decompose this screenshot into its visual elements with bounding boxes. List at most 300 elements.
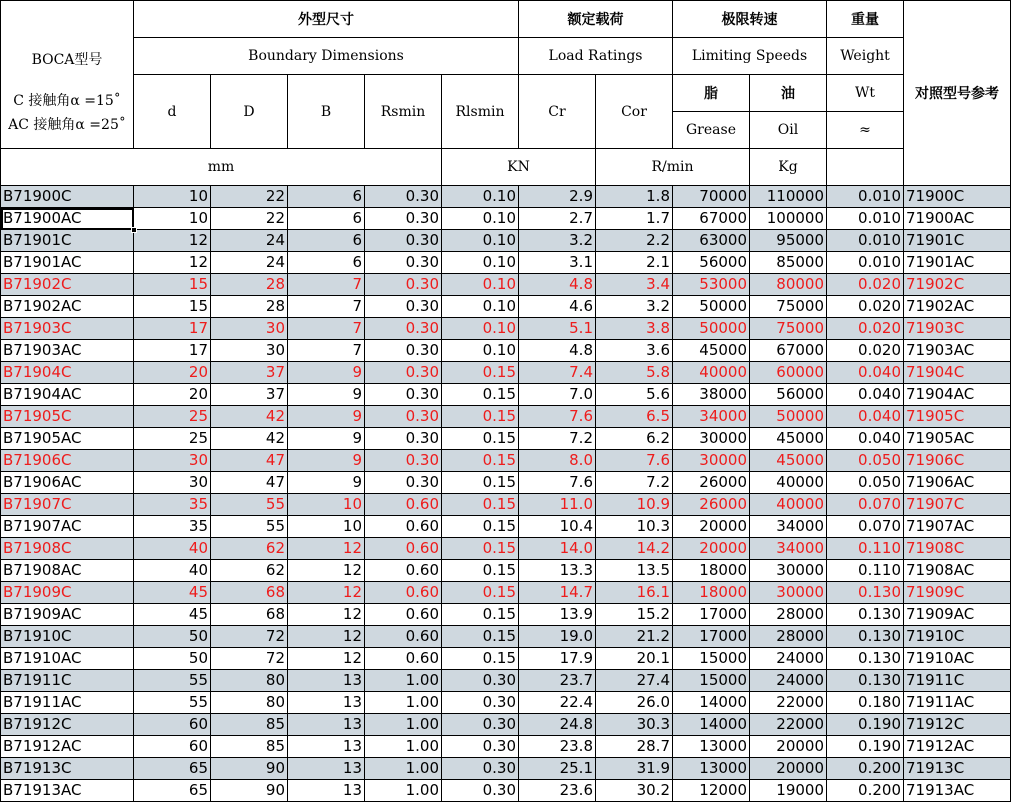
cell-model[interactable]: B71905AC bbox=[1, 428, 134, 450]
cell-cor[interactable]: 27.4 bbox=[596, 670, 673, 692]
cell-oil-speed[interactable]: 100000 bbox=[750, 208, 827, 230]
cell-grease-speed[interactable]: 18000 bbox=[673, 560, 750, 582]
cell-b[interactable]: 12 bbox=[288, 604, 365, 626]
cell-rlsmin[interactable]: 0.15 bbox=[442, 494, 519, 516]
cell-reference[interactable]: 71906C bbox=[904, 450, 1011, 472]
cell-rlsmin[interactable]: 0.10 bbox=[442, 318, 519, 340]
cell-model[interactable]: B71912C bbox=[1, 714, 134, 736]
cell-rlsmin[interactable]: 0.30 bbox=[442, 780, 519, 802]
cell-d[interactable]: 50 bbox=[134, 626, 211, 648]
cell-cr[interactable]: 25.1 bbox=[519, 758, 596, 780]
cell-rlsmin[interactable]: 0.30 bbox=[442, 758, 519, 780]
cell-b[interactable]: 13 bbox=[288, 780, 365, 802]
cell-cor[interactable]: 10.9 bbox=[596, 494, 673, 516]
cell-rsmin[interactable]: 0.60 bbox=[365, 582, 442, 604]
cell-model[interactable]: B71909AC bbox=[1, 604, 134, 626]
cell-cr[interactable]: 7.2 bbox=[519, 428, 596, 450]
cell-d[interactable]: 55 bbox=[134, 692, 211, 714]
cell-rsmin[interactable]: 0.60 bbox=[365, 626, 442, 648]
cell-d[interactable]: 60 bbox=[134, 714, 211, 736]
cell-outer-d[interactable]: 62 bbox=[211, 538, 288, 560]
cell-rlsmin[interactable]: 0.15 bbox=[442, 406, 519, 428]
cell-rsmin[interactable]: 0.30 bbox=[365, 296, 442, 318]
cell-rsmin[interactable]: 0.30 bbox=[365, 362, 442, 384]
cell-model[interactable]: B71909C bbox=[1, 582, 134, 604]
cell-grease-speed[interactable]: 26000 bbox=[673, 472, 750, 494]
cell-cr[interactable]: 19.0 bbox=[519, 626, 596, 648]
cell-rlsmin[interactable]: 0.30 bbox=[442, 670, 519, 692]
cell-outer-d[interactable]: 30 bbox=[211, 318, 288, 340]
cell-cor[interactable]: 3.2 bbox=[596, 296, 673, 318]
cell-outer-d[interactable]: 24 bbox=[211, 230, 288, 252]
load-en-header[interactable]: Load Ratings bbox=[519, 38, 673, 75]
cell-reference[interactable]: 71912AC bbox=[904, 736, 1011, 758]
cell-model[interactable]: B71904AC bbox=[1, 384, 134, 406]
cell-outer-d[interactable]: 62 bbox=[211, 560, 288, 582]
cell-d[interactable]: 10 bbox=[134, 186, 211, 208]
cell-grease-speed[interactable]: 50000 bbox=[673, 296, 750, 318]
cell-oil-speed[interactable]: 20000 bbox=[750, 758, 827, 780]
cell-rsmin[interactable]: 0.30 bbox=[365, 384, 442, 406]
cell-d[interactable]: 10 bbox=[134, 208, 211, 230]
cell-weight[interactable]: 0.070 bbox=[827, 516, 904, 538]
cell-reference[interactable]: 71902C bbox=[904, 274, 1011, 296]
cell-d[interactable]: 17 bbox=[134, 340, 211, 362]
cell-weight[interactable]: 0.200 bbox=[827, 758, 904, 780]
cell-d[interactable]: 55 bbox=[134, 670, 211, 692]
cell-outer-d[interactable]: 24 bbox=[211, 252, 288, 274]
cell-d[interactable]: 60 bbox=[134, 736, 211, 758]
model-header-cell[interactable] bbox=[1, 1, 134, 149]
cell-b[interactable]: 10 bbox=[288, 516, 365, 538]
cell-weight[interactable]: 0.070 bbox=[827, 494, 904, 516]
cell-cr[interactable]: 5.1 bbox=[519, 318, 596, 340]
cell-cor[interactable]: 7.6 bbox=[596, 450, 673, 472]
cell-cr[interactable]: 7.6 bbox=[519, 406, 596, 428]
cell-reference[interactable]: 71901C bbox=[904, 230, 1011, 252]
cell-d[interactable]: 35 bbox=[134, 516, 211, 538]
cell-outer-d[interactable]: 28 bbox=[211, 274, 288, 296]
cell-weight[interactable]: 0.020 bbox=[827, 318, 904, 340]
cell-grease-speed[interactable]: 18000 bbox=[673, 582, 750, 604]
cell-weight[interactable]: 0.110 bbox=[827, 560, 904, 582]
cell-reference[interactable]: 71909C bbox=[904, 582, 1011, 604]
cell-rlsmin[interactable]: 0.15 bbox=[442, 428, 519, 450]
cell-cor[interactable]: 5.6 bbox=[596, 384, 673, 406]
cell-weight[interactable]: 0.190 bbox=[827, 714, 904, 736]
cell-model[interactable]: B71906AC bbox=[1, 472, 134, 494]
cell-cr[interactable]: 14.7 bbox=[519, 582, 596, 604]
cell-cr[interactable]: 17.9 bbox=[519, 648, 596, 670]
cell-weight[interactable]: 0.130 bbox=[827, 626, 904, 648]
cell-rlsmin[interactable]: 0.30 bbox=[442, 736, 519, 758]
cell-outer-d[interactable]: 47 bbox=[211, 450, 288, 472]
cell-rlsmin[interactable]: 0.10 bbox=[442, 186, 519, 208]
cell-grease-speed[interactable]: 12000 bbox=[673, 780, 750, 802]
cell-model[interactable]: B71912AC bbox=[1, 736, 134, 758]
unit-mm[interactable]: mm bbox=[1, 149, 442, 186]
cell-reference[interactable]: 71905AC bbox=[904, 428, 1011, 450]
cell-oil-speed[interactable]: 24000 bbox=[750, 648, 827, 670]
cell-grease-speed[interactable]: 70000 bbox=[673, 186, 750, 208]
cell-rlsmin[interactable]: 0.15 bbox=[442, 450, 519, 472]
cell-oil-speed[interactable]: 40000 bbox=[750, 494, 827, 516]
load-zh-header[interactable]: 额定载荷 bbox=[519, 1, 673, 38]
cell-grease-speed[interactable]: 34000 bbox=[673, 406, 750, 428]
cell-oil-speed[interactable]: 24000 bbox=[750, 670, 827, 692]
cell-cor[interactable]: 28.7 bbox=[596, 736, 673, 758]
cell-outer-d[interactable]: 90 bbox=[211, 758, 288, 780]
cell-d[interactable]: 20 bbox=[134, 384, 211, 406]
col-header-rlsmin[interactable]: Rlsmin bbox=[442, 75, 519, 149]
cell-model[interactable]: B71903AC bbox=[1, 340, 134, 362]
cell-rlsmin[interactable]: 0.15 bbox=[442, 648, 519, 670]
cell-rlsmin[interactable]: 0.15 bbox=[442, 604, 519, 626]
cell-cr[interactable]: 7.0 bbox=[519, 384, 596, 406]
cell-d[interactable]: 30 bbox=[134, 472, 211, 494]
cell-b[interactable]: 12 bbox=[288, 648, 365, 670]
cell-rsmin[interactable]: 0.30 bbox=[365, 472, 442, 494]
cell-outer-d[interactable]: 37 bbox=[211, 362, 288, 384]
cell-rlsmin[interactable]: 0.30 bbox=[442, 692, 519, 714]
cell-model[interactable]: B71911C bbox=[1, 670, 134, 692]
speed-en-header[interactable]: Limiting Speeds bbox=[673, 38, 827, 75]
cell-model[interactable]: B71907AC bbox=[1, 516, 134, 538]
cell-grease-speed[interactable]: 56000 bbox=[673, 252, 750, 274]
cell-rlsmin[interactable]: 0.15 bbox=[442, 582, 519, 604]
cell-cor[interactable]: 31.9 bbox=[596, 758, 673, 780]
cell-b[interactable]: 12 bbox=[288, 538, 365, 560]
cell-grease-speed[interactable]: 14000 bbox=[673, 714, 750, 736]
cell-reference[interactable]: 71900AC bbox=[904, 208, 1011, 230]
cell-cr[interactable]: 3.2 bbox=[519, 230, 596, 252]
col-header-cor[interactable]: Cor bbox=[596, 75, 673, 149]
cell-reference[interactable]: 71910AC bbox=[904, 648, 1011, 670]
col-header-rsmin[interactable]: Rsmin bbox=[365, 75, 442, 149]
cell-rsmin[interactable]: 0.60 bbox=[365, 560, 442, 582]
unit-kn[interactable]: KN bbox=[442, 149, 596, 186]
cell-weight[interactable]: 0.130 bbox=[827, 670, 904, 692]
cell-cor[interactable]: 30.2 bbox=[596, 780, 673, 802]
cell-outer-d[interactable]: 85 bbox=[211, 736, 288, 758]
cell-weight[interactable]: 0.040 bbox=[827, 428, 904, 450]
cell-rsmin[interactable]: 0.30 bbox=[365, 340, 442, 362]
cell-cor[interactable]: 6.2 bbox=[596, 428, 673, 450]
cell-model[interactable]: B71905C bbox=[1, 406, 134, 428]
cell-weight[interactable]: 0.040 bbox=[827, 384, 904, 406]
cell-model[interactable]: B71910C bbox=[1, 626, 134, 648]
cell-outer-d[interactable]: 47 bbox=[211, 472, 288, 494]
cell-reference[interactable]: 71913AC bbox=[904, 780, 1011, 802]
cell-b[interactable]: 13 bbox=[288, 692, 365, 714]
cell-model[interactable]: B71910AC bbox=[1, 648, 134, 670]
cell-grease-speed[interactable]: 30000 bbox=[673, 428, 750, 450]
cell-d[interactable]: 45 bbox=[134, 604, 211, 626]
cell-weight[interactable]: 0.020 bbox=[827, 274, 904, 296]
cell-rsmin[interactable]: 0.30 bbox=[365, 406, 442, 428]
cell-rsmin[interactable]: 0.30 bbox=[365, 208, 442, 230]
cell-b[interactable]: 9 bbox=[288, 384, 365, 406]
cell-rsmin[interactable]: 0.60 bbox=[365, 648, 442, 670]
cell-b[interactable]: 7 bbox=[288, 318, 365, 340]
cell-reference[interactable]: 71902AC bbox=[904, 296, 1011, 318]
cell-model[interactable]: B71908AC bbox=[1, 560, 134, 582]
cell-reference[interactable]: 71907AC bbox=[904, 516, 1011, 538]
cell-weight[interactable]: 0.010 bbox=[827, 230, 904, 252]
unit-kg[interactable]: Kg bbox=[750, 149, 827, 186]
cell-cor[interactable]: 5.8 bbox=[596, 362, 673, 384]
col-header-d[interactable]: d bbox=[134, 75, 211, 149]
cell-weight[interactable]: 0.040 bbox=[827, 362, 904, 384]
cell-oil-speed[interactable]: 20000 bbox=[750, 736, 827, 758]
cell-reference[interactable]: 71911AC bbox=[904, 692, 1011, 714]
cell-rlsmin[interactable]: 0.15 bbox=[442, 472, 519, 494]
cell-weight[interactable]: 0.200 bbox=[827, 780, 904, 802]
cell-d[interactable]: 15 bbox=[134, 274, 211, 296]
cell-oil-speed[interactable]: 60000 bbox=[750, 362, 827, 384]
cell-cr[interactable]: 7.4 bbox=[519, 362, 596, 384]
cell-rlsmin[interactable]: 0.15 bbox=[442, 516, 519, 538]
cell-cr[interactable]: 11.0 bbox=[519, 494, 596, 516]
cell-oil-speed[interactable]: 34000 bbox=[750, 516, 827, 538]
cell-reference[interactable]: 71911C bbox=[904, 670, 1011, 692]
cell-cr[interactable]: 13.3 bbox=[519, 560, 596, 582]
cell-cr[interactable]: 8.0 bbox=[519, 450, 596, 472]
cell-b[interactable]: 9 bbox=[288, 450, 365, 472]
cell-outer-d[interactable]: 42 bbox=[211, 406, 288, 428]
cell-reference[interactable]: 71905C bbox=[904, 406, 1011, 428]
cell-rlsmin[interactable]: 0.10 bbox=[442, 230, 519, 252]
cell-cr[interactable]: 7.6 bbox=[519, 472, 596, 494]
cell-outer-d[interactable]: 30 bbox=[211, 340, 288, 362]
cell-weight[interactable]: 0.010 bbox=[827, 252, 904, 274]
cell-cr[interactable]: 10.4 bbox=[519, 516, 596, 538]
weight-zh-header[interactable]: 重量 bbox=[827, 1, 904, 38]
cell-rsmin[interactable]: 1.00 bbox=[365, 758, 442, 780]
cell-cor[interactable]: 26.0 bbox=[596, 692, 673, 714]
cell-outer-d[interactable]: 68 bbox=[211, 582, 288, 604]
cell-cor[interactable]: 7.2 bbox=[596, 472, 673, 494]
cell-outer-d[interactable]: 28 bbox=[211, 296, 288, 318]
cell-outer-d[interactable]: 80 bbox=[211, 670, 288, 692]
cell-weight[interactable]: 0.010 bbox=[827, 208, 904, 230]
cell-grease-speed[interactable]: 50000 bbox=[673, 318, 750, 340]
reference-model-header[interactable]: 对照型号参考 bbox=[904, 1, 1011, 186]
cell-oil-speed[interactable]: 56000 bbox=[750, 384, 827, 406]
cell-rsmin[interactable]: 0.60 bbox=[365, 494, 442, 516]
cell-cr[interactable]: 14.0 bbox=[519, 538, 596, 560]
cell-cor[interactable]: 6.5 bbox=[596, 406, 673, 428]
dimensions-zh-header[interactable]: 外型尺寸 bbox=[134, 1, 519, 38]
col-header-grease-en[interactable]: Grease bbox=[673, 112, 750, 149]
cell-reference[interactable]: 71910C bbox=[904, 626, 1011, 648]
cell-d[interactable]: 17 bbox=[134, 318, 211, 340]
cell-grease-speed[interactable]: 53000 bbox=[673, 274, 750, 296]
cell-outer-d[interactable]: 55 bbox=[211, 516, 288, 538]
cell-cor[interactable]: 3.8 bbox=[596, 318, 673, 340]
cell-model[interactable]: B71903C bbox=[1, 318, 134, 340]
cell-grease-speed[interactable]: 38000 bbox=[673, 384, 750, 406]
cell-d[interactable]: 65 bbox=[134, 758, 211, 780]
cell-oil-speed[interactable]: 85000 bbox=[750, 252, 827, 274]
cell-reference[interactable]: 71904AC bbox=[904, 384, 1011, 406]
cell-d[interactable]: 35 bbox=[134, 494, 211, 516]
cell-rsmin[interactable]: 1.00 bbox=[365, 714, 442, 736]
cell-grease-speed[interactable]: 40000 bbox=[673, 362, 750, 384]
cell-b[interactable]: 13 bbox=[288, 670, 365, 692]
cell-model[interactable]: B71913C bbox=[1, 758, 134, 780]
cell-grease-speed[interactable]: 15000 bbox=[673, 648, 750, 670]
col-header-oil-en[interactable]: Oil bbox=[750, 112, 827, 149]
cell-b[interactable]: 7 bbox=[288, 296, 365, 318]
unit-rpm[interactable]: R/min bbox=[596, 149, 750, 186]
cell-weight[interactable]: 0.130 bbox=[827, 604, 904, 626]
cell-rlsmin[interactable]: 0.10 bbox=[442, 208, 519, 230]
cell-reference[interactable]: 71906AC bbox=[904, 472, 1011, 494]
cell-outer-d[interactable]: 22 bbox=[211, 186, 288, 208]
cell-rsmin[interactable]: 0.60 bbox=[365, 538, 442, 560]
cell-d[interactable]: 45 bbox=[134, 582, 211, 604]
cell-oil-speed[interactable]: 45000 bbox=[750, 428, 827, 450]
cell-b[interactable]: 12 bbox=[288, 582, 365, 604]
cell-b[interactable]: 7 bbox=[288, 340, 365, 362]
cell-grease-speed[interactable]: 20000 bbox=[673, 538, 750, 560]
cell-grease-speed[interactable]: 67000 bbox=[673, 208, 750, 230]
cell-outer-d[interactable]: 37 bbox=[211, 384, 288, 406]
cell-outer-d[interactable]: 80 bbox=[211, 692, 288, 714]
cell-cor[interactable]: 14.2 bbox=[596, 538, 673, 560]
cell-cor[interactable]: 15.2 bbox=[596, 604, 673, 626]
cell-model[interactable]: B71908C bbox=[1, 538, 134, 560]
cell-reference[interactable]: 71909AC bbox=[904, 604, 1011, 626]
cell-cr[interactable]: 23.8 bbox=[519, 736, 596, 758]
cell-rsmin[interactable]: 0.30 bbox=[365, 450, 442, 472]
cell-b[interactable]: 6 bbox=[288, 252, 365, 274]
cell-rsmin[interactable]: 1.00 bbox=[365, 736, 442, 758]
cell-b[interactable]: 9 bbox=[288, 362, 365, 384]
cell-weight[interactable]: 0.180 bbox=[827, 692, 904, 714]
weight-en-header[interactable]: Weight bbox=[827, 38, 904, 75]
cell-weight[interactable]: 0.020 bbox=[827, 296, 904, 318]
cell-rlsmin[interactable]: 0.10 bbox=[442, 340, 519, 362]
cell-outer-d[interactable]: 72 bbox=[211, 626, 288, 648]
cell-oil-speed[interactable]: 45000 bbox=[750, 450, 827, 472]
cell-d[interactable]: 12 bbox=[134, 252, 211, 274]
cell-grease-speed[interactable]: 14000 bbox=[673, 692, 750, 714]
cell-b[interactable]: 9 bbox=[288, 406, 365, 428]
cell-rsmin[interactable]: 0.30 bbox=[365, 428, 442, 450]
cell-rsmin[interactable]: 0.30 bbox=[365, 186, 442, 208]
cell-rsmin[interactable]: 0.60 bbox=[365, 604, 442, 626]
cell-d[interactable]: 50 bbox=[134, 648, 211, 670]
col-header-outer-d[interactable]: D bbox=[211, 75, 288, 149]
cell-d[interactable]: 30 bbox=[134, 450, 211, 472]
cell-cor[interactable]: 1.7 bbox=[596, 208, 673, 230]
cell-grease-speed[interactable]: 20000 bbox=[673, 516, 750, 538]
cell-b[interactable]: 6 bbox=[288, 208, 365, 230]
col-header-wt[interactable]: Wt bbox=[827, 75, 904, 112]
cell-cr[interactable]: 13.9 bbox=[519, 604, 596, 626]
dimensions-en-header[interactable]: Boundary Dimensions bbox=[134, 38, 519, 75]
cell-reference[interactable]: 71908AC bbox=[904, 560, 1011, 582]
col-header-grease-zh[interactable]: 脂 bbox=[673, 75, 750, 112]
cell-b[interactable]: 9 bbox=[288, 428, 365, 450]
cell-rlsmin[interactable]: 0.15 bbox=[442, 362, 519, 384]
cell-reference[interactable]: 71913C bbox=[904, 758, 1011, 780]
cell-outer-d[interactable]: 22 bbox=[211, 208, 288, 230]
cell-cor[interactable]: 2.2 bbox=[596, 230, 673, 252]
cell-d[interactable]: 12 bbox=[134, 230, 211, 252]
cell-b[interactable]: 6 bbox=[288, 230, 365, 252]
cell-d[interactable]: 40 bbox=[134, 538, 211, 560]
cell-rlsmin[interactable]: 0.10 bbox=[442, 252, 519, 274]
cell-model[interactable]: B71900AC bbox=[1, 208, 134, 230]
cell-oil-speed[interactable]: 95000 bbox=[750, 230, 827, 252]
cell-oil-speed[interactable]: 67000 bbox=[750, 340, 827, 362]
cell-reference[interactable]: 71908C bbox=[904, 538, 1011, 560]
cell-rlsmin[interactable]: 0.10 bbox=[442, 274, 519, 296]
cell-oil-speed[interactable]: 19000 bbox=[750, 780, 827, 802]
col-header-oil-zh[interactable]: 油 bbox=[750, 75, 827, 112]
cell-rsmin[interactable]: 0.30 bbox=[365, 274, 442, 296]
cell-weight[interactable]: 0.110 bbox=[827, 538, 904, 560]
cell-b[interactable]: 10 bbox=[288, 494, 365, 516]
cell-reference[interactable]: 71901AC bbox=[904, 252, 1011, 274]
cell-outer-d[interactable]: 90 bbox=[211, 780, 288, 802]
cell-rlsmin[interactable]: 0.15 bbox=[442, 626, 519, 648]
cell-cor[interactable]: 20.1 bbox=[596, 648, 673, 670]
cell-outer-d[interactable]: 68 bbox=[211, 604, 288, 626]
cell-oil-speed[interactable]: 30000 bbox=[750, 560, 827, 582]
cell-oil-speed[interactable]: 40000 bbox=[750, 472, 827, 494]
col-header-b[interactable]: B bbox=[288, 75, 365, 149]
cell-d[interactable]: 15 bbox=[134, 296, 211, 318]
cell-b[interactable]: 9 bbox=[288, 472, 365, 494]
cell-grease-speed[interactable]: 63000 bbox=[673, 230, 750, 252]
cell-model[interactable]: B71900C bbox=[1, 186, 134, 208]
cell-grease-speed[interactable]: 15000 bbox=[673, 670, 750, 692]
cell-reference[interactable]: 71903AC bbox=[904, 340, 1011, 362]
cell-cor[interactable]: 3.6 bbox=[596, 340, 673, 362]
cell-rsmin[interactable]: 1.00 bbox=[365, 692, 442, 714]
cell-weight[interactable]: 0.010 bbox=[827, 186, 904, 208]
cell-grease-speed[interactable]: 30000 bbox=[673, 450, 750, 472]
cell-oil-speed[interactable]: 50000 bbox=[750, 406, 827, 428]
cell-oil-speed[interactable]: 75000 bbox=[750, 318, 827, 340]
cell-grease-speed[interactable]: 45000 bbox=[673, 340, 750, 362]
cell-model[interactable]: B71901AC bbox=[1, 252, 134, 274]
cell-d[interactable]: 25 bbox=[134, 406, 211, 428]
cell-cor[interactable]: 10.3 bbox=[596, 516, 673, 538]
cell-rlsmin[interactable]: 0.10 bbox=[442, 296, 519, 318]
cell-cr[interactable]: 23.7 bbox=[519, 670, 596, 692]
cell-model[interactable]: B71902AC bbox=[1, 296, 134, 318]
cell-rsmin[interactable]: 0.30 bbox=[365, 230, 442, 252]
cell-b[interactable]: 12 bbox=[288, 626, 365, 648]
cell-oil-speed[interactable]: 22000 bbox=[750, 714, 827, 736]
cell-cr[interactable]: 3.1 bbox=[519, 252, 596, 274]
cell-model[interactable]: B71902C bbox=[1, 274, 134, 296]
cell-reference[interactable]: 71903C bbox=[904, 318, 1011, 340]
cell-weight[interactable]: 0.050 bbox=[827, 472, 904, 494]
cell-model[interactable]: B71911AC bbox=[1, 692, 134, 714]
cell-rsmin[interactable]: 1.00 bbox=[365, 670, 442, 692]
speed-zh-header[interactable]: 极限转速 bbox=[673, 1, 827, 38]
cell-weight[interactable]: 0.020 bbox=[827, 340, 904, 362]
cell-weight[interactable]: 0.040 bbox=[827, 406, 904, 428]
col-header-cr[interactable]: Cr bbox=[519, 75, 596, 149]
cell-b[interactable]: 13 bbox=[288, 758, 365, 780]
